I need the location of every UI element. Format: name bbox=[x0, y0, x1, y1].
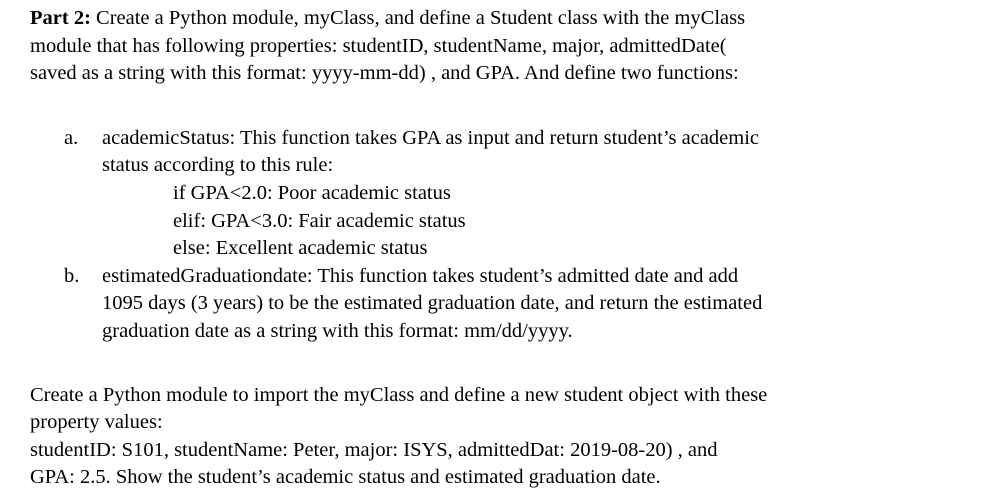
list-item-b bbox=[30, 263, 980, 346]
function-list bbox=[30, 125, 980, 346]
list-marker-b: b. bbox=[64, 264, 80, 287]
list-item-a bbox=[30, 125, 980, 263]
closing-line-2: property values: bbox=[30, 411, 163, 434]
part2-line-1-text: Create a Python module, myClass, and define a Student class with the myClass bbox=[96, 7, 746, 29]
item-b-line-2: 1095 days (3 years) to be the estimated graduation date, and return the estimated bbox=[102, 292, 763, 315]
closing-line-1: Create a Python module to import the myClass and define a new student object with these bbox=[30, 383, 768, 406]
part2-line-2: module that has following properties: studentID, studentName, major, admittedDate( bbox=[30, 34, 727, 57]
part2-heading: Part 2: bbox=[30, 7, 91, 29]
item-a-line-1: academicStatus: This function takes GPA as input and return student’s academic bbox=[102, 126, 760, 149]
closing-line-3: studentID: S101, studentName: Peter, major: ISYS, admittedDat: 2019-08-20) , and bbox=[30, 438, 718, 461]
rule-fair: elif: GPA<3.0: Fair academic status bbox=[173, 209, 466, 232]
rule-poor: if GPA<2.0: Poor academic status bbox=[173, 181, 451, 204]
rule-excellent: else: Excellent academic status bbox=[173, 237, 428, 260]
document-body bbox=[30, 5, 980, 492]
closing-line-4: GPA: 2.5. Show the student’s academic status and estimated graduation date. bbox=[30, 466, 661, 489]
item-b-line-1: estimatedGraduationdate: This function takes student’s admitted date and add bbox=[102, 264, 739, 287]
item-a-line-2: status according to this rule: bbox=[102, 154, 334, 177]
list-marker-a: a. bbox=[64, 126, 79, 149]
part2-line-1 bbox=[30, 5, 980, 33]
item-b-line-3: graduation date as a string with this format: mm/dd/yyyy. bbox=[102, 319, 573, 342]
part2-paragraph bbox=[30, 5, 980, 88]
closing-paragraph bbox=[30, 382, 980, 492]
part2-line-3: saved as a string with this format: yyyy-mm-dd) , and GPA. And define two functions: bbox=[30, 62, 739, 85]
